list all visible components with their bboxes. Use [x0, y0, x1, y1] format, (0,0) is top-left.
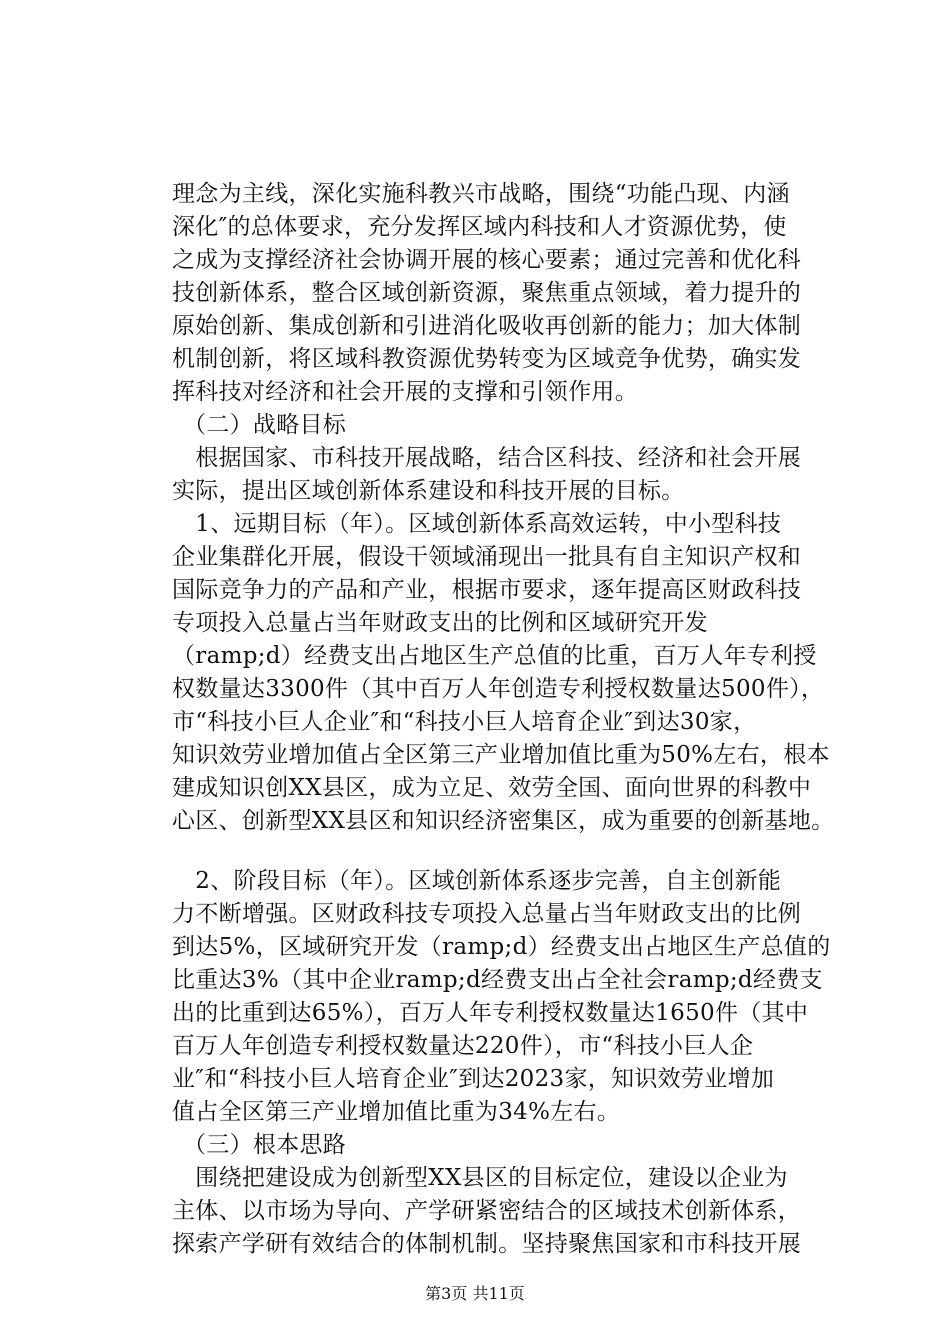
- body-line-27: 业″和“科技小巨人培育企业″到达2023家，知识效劳业增加: [172, 1066, 775, 1092]
- body-line-2: 深化″的总体要求，充分发挥区域内科技和人才资源优势，使: [172, 214, 787, 240]
- body-line-21: 2、阶段目标（年）。区域创新体系逐步完善，自主创新能: [172, 868, 782, 894]
- section-heading-basic-approach: （三）根本思路: [183, 1132, 347, 1158]
- body-line-24: 比重达3%（其中企业ramp;d经费支出占全社会ramp;d经费支: [172, 967, 823, 993]
- body-line-26: 百万人年创造专利授权数量达220件），市“科技小巨人企: [172, 1033, 754, 1059]
- body-line-1: 理念为主线，深化实施科教兴市战略，围绕“功能凸现、内涵: [172, 181, 790, 207]
- body-line-28: 值占全区第三产业增加值比重为34%左右。: [172, 1099, 621, 1125]
- body-line-17: 市“科技小巨人企业″和“科技小巨人培育企业″到达30家，: [172, 709, 757, 735]
- body-line-7: 挥科技对经济和社会开展的支撑和引领作用。: [172, 379, 638, 405]
- body-line-25: 出的比重到达65%），百万人年专利授权数量达1650件（其中: [172, 1000, 809, 1026]
- body-line-12: 企业集群化开展，假设干领域涌现出一批具有自主知识产权和: [172, 544, 802, 570]
- body-line-18: 知识效劳业增加值占全区第三产业增加值比重为50%左右，根本: [172, 742, 830, 768]
- body-line-16: 权数量达3300件（其中百万人年创造专利授权数量达500件），: [172, 676, 825, 702]
- body-line-4: 技创新体系，整合区域创新资源，聚焦重点领域，着力提升的: [172, 280, 802, 306]
- body-line-14: 专项投入总量占当年财政支出的比例和区域研究开发: [172, 610, 708, 636]
- page-number-footer: 第3页 共11页: [425, 1284, 525, 1303]
- body-line-22: 力不断增强。区财政科技专项投入总量占当年财政支出的比例: [172, 901, 802, 927]
- body-line-19: 建成知识创XX县区，成为立足、效劳全国、面向世界的科教中: [172, 775, 812, 801]
- body-line-3: 之成为支撑经济社会协调开展的核心要素；通过完善和优化科: [172, 247, 802, 273]
- body-line-5: 原始创新、集成创新和引进消化吸收再创新的能力；加大体制: [172, 313, 802, 339]
- body-line-10: 实际，提出区域创新体系建设和科技开展的目标。: [172, 478, 685, 504]
- section-heading-strategic-goals: （二）战略目标: [183, 412, 347, 438]
- body-line-15: （ramp;d）经费支出占地区生产总值的比重，百万人年专利授: [172, 643, 817, 669]
- body-line-9: 根据国家、市科技开展战略，结合区科技、经济和社会开展: [172, 445, 802, 471]
- body-line-32: 探索产学研有效结合的体制机制。坚持聚焦国家和市科技开展: [172, 1231, 802, 1257]
- body-line-13: 国际竞争力的产品和产业，根据市要求，逐年提高区财政科技: [172, 577, 802, 603]
- body-line-31: 主体、以市场为导向、产学研紧密结合的区域技术创新体系，: [172, 1198, 802, 1224]
- body-line-20: 心区、创新型XX县区和知识经济密集区，成为重要的创新基地。: [172, 808, 835, 834]
- body-line-23: 到达5%，区域研究开发（ramp;d）经费支出占地区生产总值的: [172, 934, 831, 960]
- body-line-30: 围绕把建设成为创新型XX县区的目标定位，建设以企业为: [172, 1165, 788, 1191]
- body-line-11: 1、远期目标（年）。区域创新体系高效运转，中小型科技: [172, 511, 782, 537]
- body-line-6: 机制创新，将区域科教资源优势转变为区域竞争优势，确实发: [172, 346, 802, 372]
